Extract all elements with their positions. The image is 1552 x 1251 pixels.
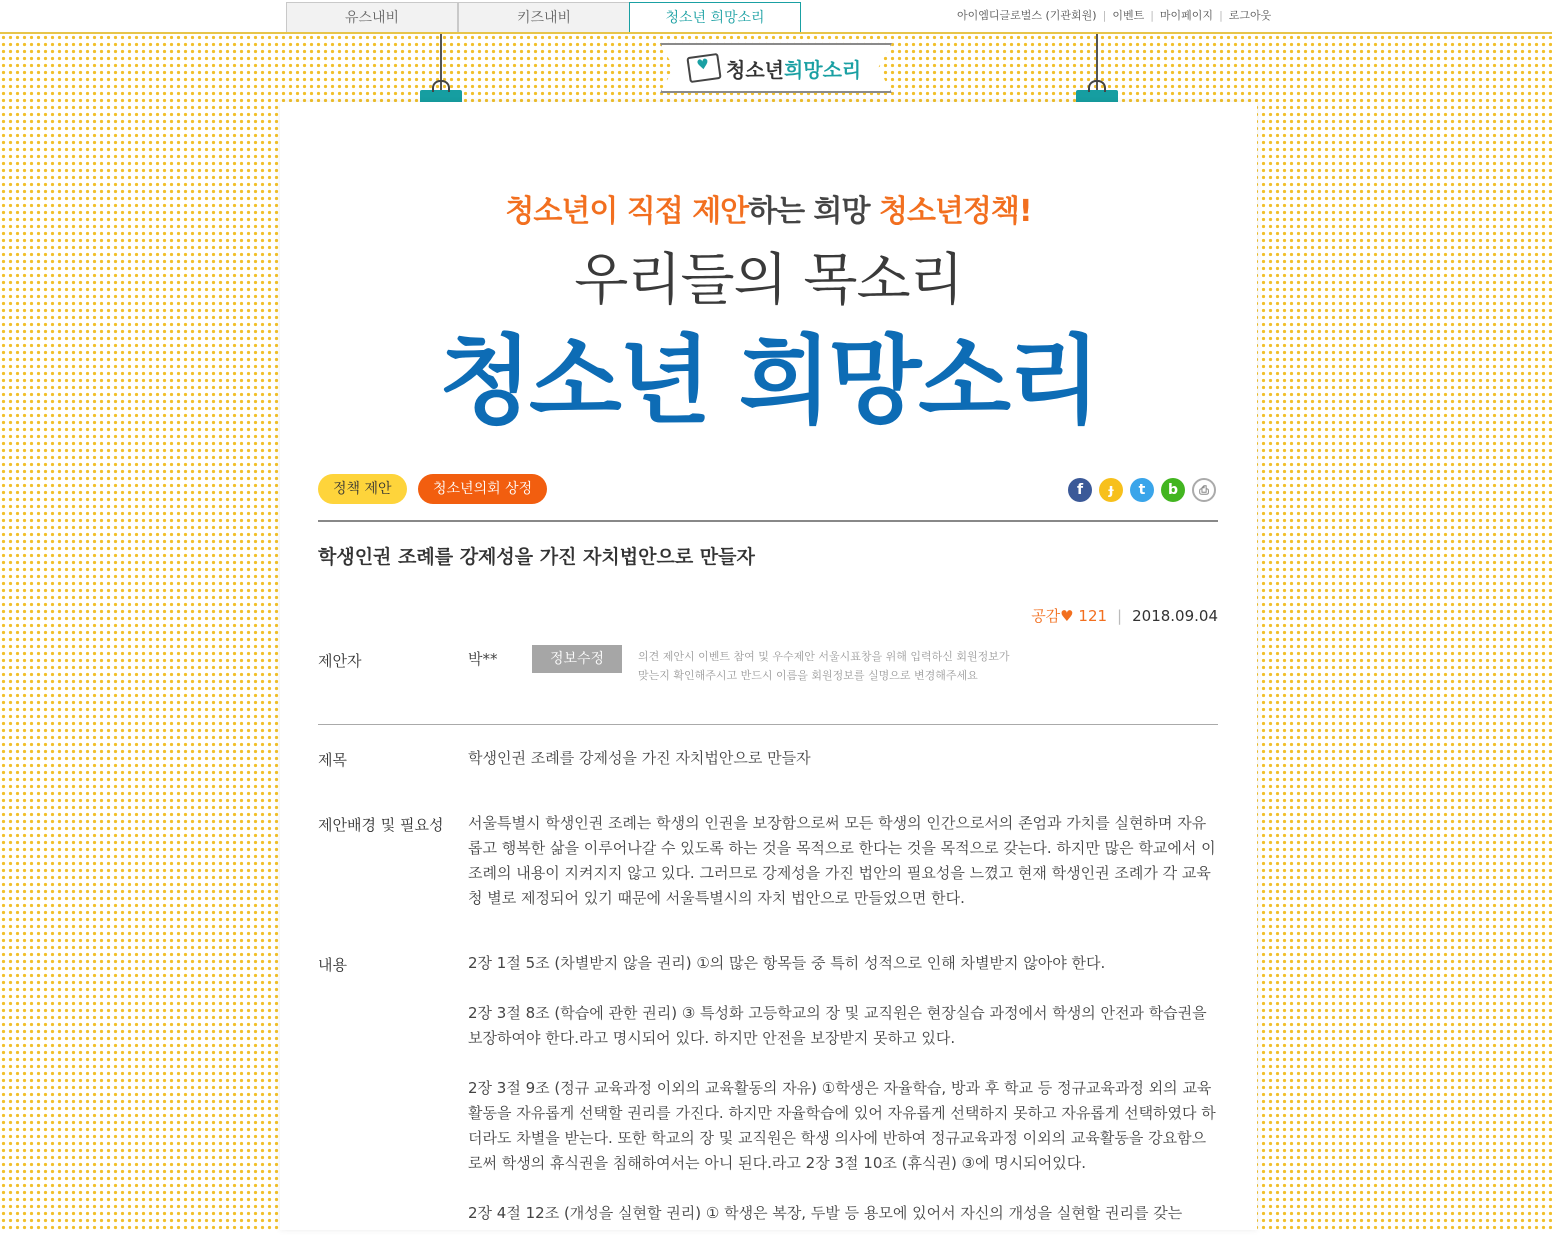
hero-title: 청소년 희망소리 [439, 325, 1098, 437]
tab-kidsnavi[interactable]: 키즈내비 [458, 2, 630, 33]
post-title: 학생인권 조례를 강제성을 가진 자치법안으로 만들자 [318, 546, 755, 568]
event-link[interactable]: 이벤트 [1112, 9, 1145, 22]
edit-info-note: 의견 제안시 이벤트 참여 및 우수제안 서울시표창을 위해 입력하신 회원정보가 맞는지 확인해주시고 반드시 이름을 회원정보를 실명으로 변경해주세요 [638, 650, 1010, 682]
top-bar [0, 0, 1552, 33]
divider: | [1102, 9, 1107, 22]
divider: | [1117, 607, 1123, 625]
content-paragraph: 2장 4절 12조 (개성을 실현할 권리) ① 학생은 복장, 두발 등 용모에 있어서 자신의 개성을 실현할 권리를 갖는 [468, 1204, 1183, 1222]
hero-subtitle: 우리들의 목소리 [574, 248, 963, 313]
envelope-heart-icon [686, 53, 721, 83]
divider: | [1150, 9, 1154, 22]
edit-info-button[interactable]: 정보수정 [532, 645, 622, 673]
divider [318, 520, 1218, 522]
youth-council-tag: 청소년의회 상정 [418, 474, 547, 504]
post-date: 2018.09.04 [1132, 607, 1218, 625]
proposer-name: 박** [468, 650, 498, 668]
logo-text: 청소년희망소리 [726, 57, 862, 82]
site-logo[interactable] [688, 52, 861, 84]
logout-link[interactable]: 로그아웃 [1228, 9, 1272, 22]
mypage-link[interactable]: 마이페이지 [1159, 9, 1214, 22]
band-icon[interactable]: b [1161, 478, 1185, 502]
title-value: 학생인권 조례를 강제성을 가진 자치법안으로 만들자 [468, 749, 811, 767]
like-count: 121 [1078, 607, 1108, 625]
tab-youthnavi[interactable]: 유스내비 [286, 2, 458, 33]
user-link[interactable]: 아이엠디글로벌스 (기관회원) [957, 9, 1097, 22]
like-button[interactable]: 공감♥ 121 [1031, 607, 1108, 625]
print-icon[interactable]: ⎙ [1192, 478, 1216, 502]
background-value: 서울특별시 학생인권 조례는 학생의 인권을 보장함으로써 모든 학생의 인간으로서의 존엄과 가치를 실현하며 자유롭고 행복한 삶을 이루어나갈 수 있도록 하는 것을 목적으로 한다는 것을 목적으로 갖는다. 하지만 많은 학교에서 이 조례의 내용이 지켜지지 않고 있다. 그러므로 강제성을 가진 법안의 필요성을 느꼈고 현재 학생인권 조례가 각 교육청 별로 제정되어 있기 때문에 서울특별시의 자치 법안으로 만들었으면 한다. [468, 814, 1216, 907]
tab-youth-hope-voice[interactable]: 청소년 희망소리 [629, 2, 801, 35]
content-value [468, 951, 1218, 1251]
post-meta [1000, 605, 1218, 626]
content-paragraph: 2장 3절 9조 (정규 교육과정 이외의 교육활동의 자유) ①학생은 자율학습, 방과 후 학교 등 정규교육과정 외의 교육활동을 자유롭게 선택할 권리를 가진다. 하지만 자율학습에 있어 자유롭게 선택하지 못하고 자유롭게 선택하였다 하더라도 차별을 받는다. 또한 학교의 장 및 교직원은 학생 의사에 반하여 정규교육과정 이외의 교육활동을 강요함으로써 학생의 휴식권을 침해하여서는 아니 된다.라고 2장 3절 10조 (휴식권) ③에 명시되어있다. [468, 1079, 1216, 1172]
divider: | [1219, 9, 1223, 22]
heart-icon: ♥ [1060, 607, 1074, 625]
content-paragraph: 2장 3절 8조 (학습에 관한 권리) ③ 특성화 고등학교의 장 및 교직원은 현장실습 과정에서 학생의 안전과 학습권을 보장하여야 한다.라고 명시되어 있다. 하지만 안전을 보장받지 못하고 있다. [468, 1004, 1207, 1047]
proposer-label: 제안자 [318, 652, 362, 670]
policy-proposal-tag: 정책 제안 [318, 474, 407, 504]
background-label: 제안배경 및 필요성 [318, 816, 444, 834]
content-paragraph: 2장 1절 5조 (차별받지 않을 권리) ①의 많은 항목들 중 특히 성적으로 인해 차별받지 않아야 한다. [468, 954, 1106, 972]
title-label: 제목 [318, 751, 347, 769]
twitter-icon[interactable]: t [1130, 478, 1154, 502]
hero-tagline: 청소년이 직접 제안하는 희망 청소년정책! [505, 194, 1032, 229]
kakaostory-icon[interactable]: ɟ [1099, 478, 1123, 502]
divider [318, 724, 1218, 725]
facebook-icon[interactable]: f [1068, 478, 1092, 502]
utility-nav [957, 7, 1271, 23]
content-label: 내용 [318, 956, 347, 974]
